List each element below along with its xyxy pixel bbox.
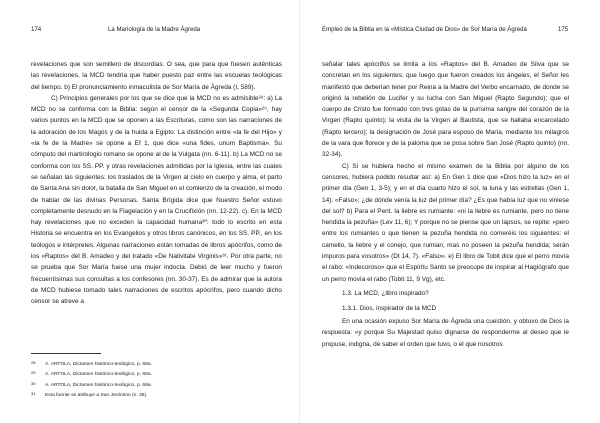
footnote-rule — [31, 353, 101, 354]
footnote: 31 Esta fuente se atribuye a San Jerónimo (n. 35). — [31, 390, 148, 398]
page-number-right: 175 — [558, 26, 569, 33]
left-body-text — [31, 59, 282, 308]
paragraph: C) Principios generales por los que se dice que la MCD no es admisible²⁸: a) La MCD no se conforma con la Biblia: según el censor de la «Segunda Copia»²⁹, hay varios puntos en la MCD que se oponen a las Escrituras, como son las narraciones de la adoración de los Magos y de la huida a Egipto. La distinción entre «la fe del Hijo» y «la fe de la Madre» se opone a Ef 1, que dice «una fides, unum Baptisma». Su cómputo del martirologio romano se opone al de la Vulgata (nn. 6-11). b) La MCD no se conforma con los SS. PP. y otras revelaciones admitidas por la Iglesia, entre las cuales se señalan las siguientes: los traslados de la Virgen al cielo en cuerpo y alma, el parto de Santa Ana sin dolor, la batalla de San Miguel en el comienzo de la creación, el modo de hablar de las divinas Personas. Santa Brígida dice que Nuestro Señor estuvo completamente desnudo en la Flagelación y en la Crucifixión (nn. 12-22). c). En la MCD hay revelaciones que no exceden la capacidad humana³⁰: todo lo escrito en esta Historia se encuentra en los Evangelios y otros libros canónicos, en los SS. PP., en los teólogos e intérpretes. Algunas narraciones están tomadas de libros apócrifos, como de los «Raptos» del B. Amadeo y del tratado «De Nativitate Virginis»³¹. Por otra parte, no se prueba que Sor María fuese una mujer indocta. Debió de leer mucho y fueron frecuentísimas sus consultas a los confesores (nn. 30-37). Es de admirar que la autora de MCD hubiese tomado tales narraciones de escritos apócrifos, pero cuando dicho censor se atreve a — [31, 94, 282, 306]
paragraph: señalar tales apócrifos se limita a los «Raptos» del B. Amadeo de Silva que se concretan en los siguientes: que luego que fueron creados los ángeles, el Señor les manifestó que deberían tener por Reina a la Madre del Verbo encarnado, de donde se originó la rebelión de Lucifer y su lucha con San Miguel (Rapto Segundo); que el cuerpo de Cristo fue formado con tres gotas de la purísima sangre del corazón de la Virgen (Rapto quinto); la visita de la Virgen al Bautista, que se hallaba encarcelado (Rapto tercero); la designación de José para esposo de María, mediante los milagros de la vara que florece y de la paloma que se posa sobre San José (Rapto quinto) (nn. 32-34). — [322, 61, 569, 159]
footnote: 30 A. ARTOLA, Dictamen histórico-teológico, p. 69a. — [31, 380, 152, 388]
page-number-left: 174 — [31, 26, 42, 33]
footnote: 29 A. ARTOLA, Dictamen histórico-teológico, p. 68a. — [31, 370, 152, 378]
footnotes — [31, 353, 282, 400]
section-heading: 1.3. La MCD, ¿libro inspirado? — [342, 289, 429, 297]
paragraph: C) Si se hubiera hecho el mismo examen de la Biblia por alguno de los censores, hubiera podido resultar así: a) En Gen 1 dice que «Dios hizo la luz» en el primer día (Gen 1, 3-5); y en el día cuarto hizo el sol, la luna y las estrellas (Gen 1, 14): «Falso»; ¿de dónde venía la luz del primer día? ¿Es que había luz que no viniese del sol? b) Para el Pent. la liebre es rumiante: «ni la liebre es rumiante, pero no tiene hendida la pezuña» (Lev 11, 6); Y porque no se piense que un lapsus, se repite: «pero entre los rumiantes o que tienen la pezuña hendida no comeréis los siguientes: el camello, la liebre y el conejo, que rumian, mas no poseen la pezuña hendida; serán impuros para vosotros» (Dt 14, 7). «Falso». e) El libro de Tobit dice que el perro movía el rabo: «Indecoroso» que el Espíritu Santo se preocupe de inspirar al Hagiógrafo que un perro movía el rabo (Tobit 11, 9 Vg), etc. — [322, 162, 569, 283]
running-head-left: La Mariología de la Madre Ágreda — [108, 26, 201, 33]
running-head-right: Empleo de la Biblia en la «Mística Ciudad de Dios» de Sor María de Ágreda — [322, 26, 527, 33]
paragraph: En una ocasión expuso Sor María de Ágreda una cuestión, y obtuvo de Dios la respuesta: «y porque Su Majestad quiso dignarse de responderme al deseo que le propuse, indigna, de saber el orden que tuvo, o el que nosotros — [322, 317, 569, 348]
paragraph: revelaciones que son semillero de discordias. O sea, que para que fuesen auténticas las revelaciones, la MCD tendría que haber puesto paz entre las escuelas teológicas del tiempo. b) El pronunciamiento inmaculista de Sor María de Ágreda (I, 589). — [31, 61, 282, 91]
right-page — [300, 0, 600, 423]
footnote: 28 A. ARTOLA, Dictamen histórico-teológico, p. 68a. — [31, 360, 152, 367]
subsection-heading: 1.3.1. Dios, inspirador de la MCD — [342, 304, 437, 312]
right-body-text — [322, 59, 569, 350]
